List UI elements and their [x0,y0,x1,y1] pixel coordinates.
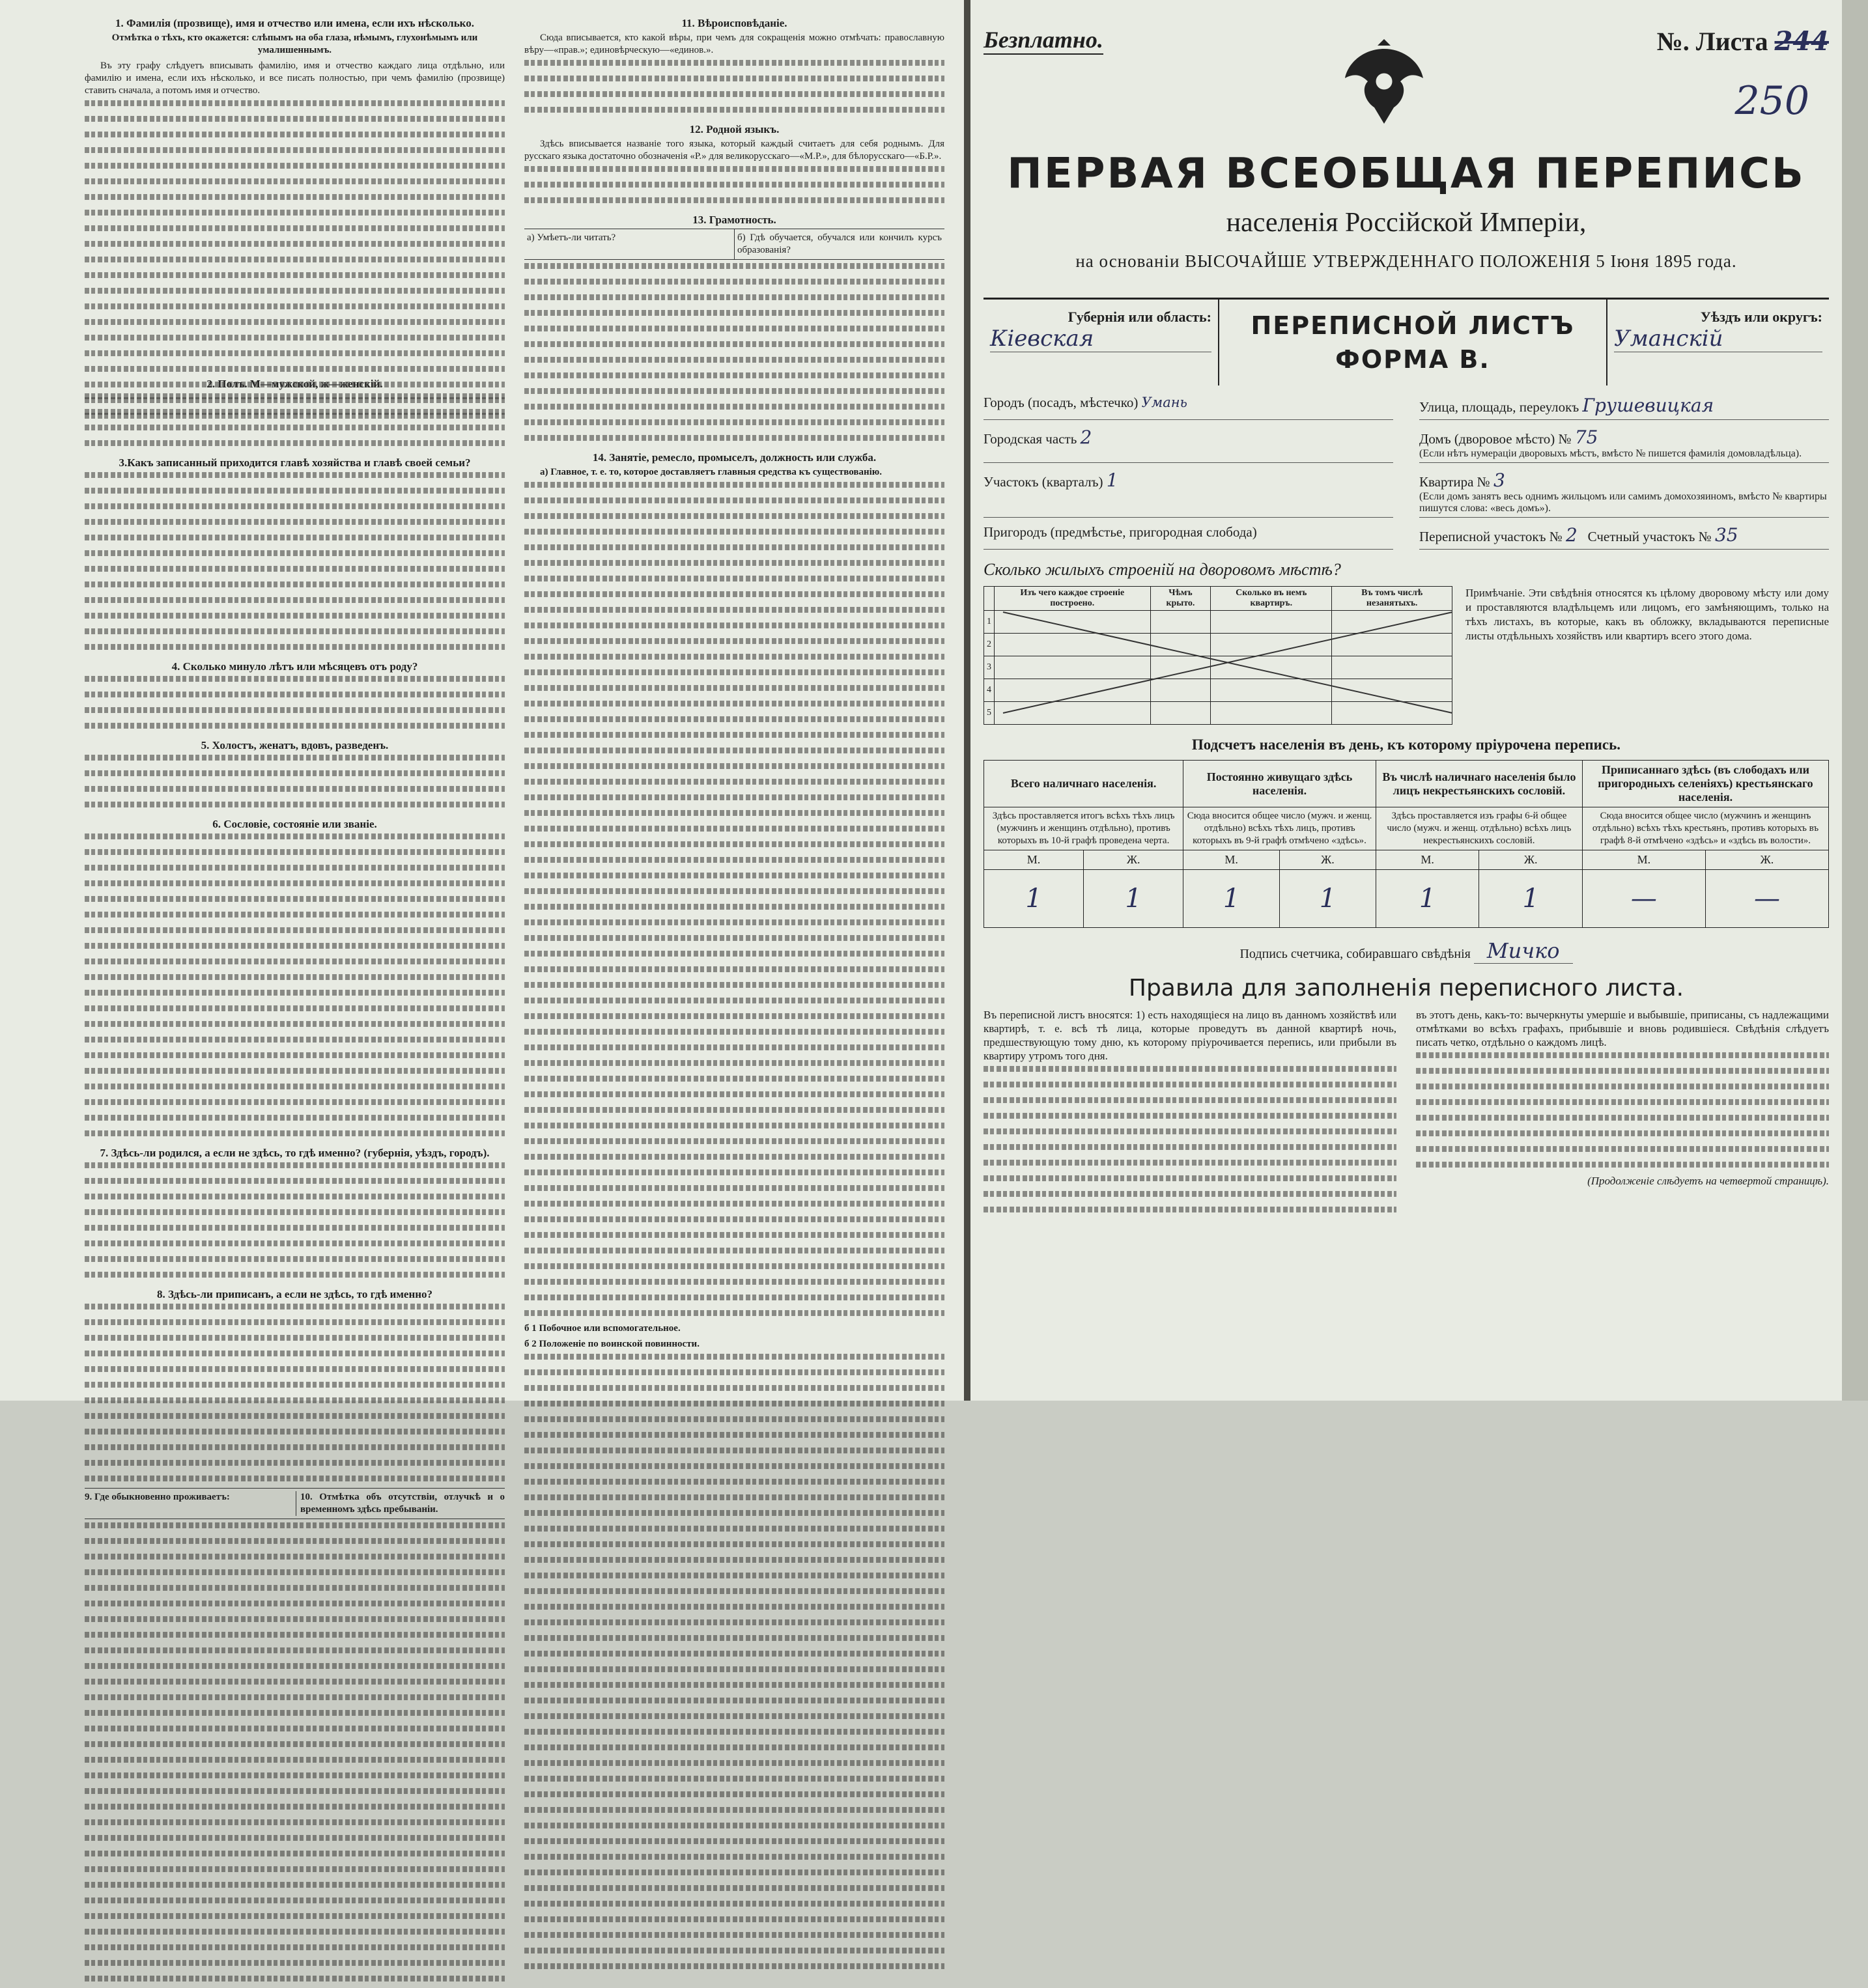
city-label: Городъ (посадъ, мѣстечко) [984,395,1139,410]
flat-value: 3 [1493,469,1505,491]
form-letter: ФОРМА В. [1335,345,1490,374]
sec14-b1: б 1 Побочное или вспомогательное. [524,1323,681,1334]
body-text-block [1416,1052,1829,1174]
body-text-block [85,833,505,1143]
imperial-eagle-icon [1335,26,1433,130]
sec2-title: 2. Полъ. М—мужской, ж—женскій. [206,378,383,390]
body-text-block [85,1162,505,1284]
pop-col3: Въ числѣ наличнаго населенія было лицъ некрестьянскихъ сословій. [1376,761,1582,807]
table-row: 5 [984,702,1452,725]
bld-col1: Изъ чего каждое строеніе построено. [995,587,1151,611]
district-label: Участокъ (кварталъ) [984,474,1103,490]
count-label: Счетный участокъ № [1587,529,1712,544]
legal-basis: на основаніи ВЫСОЧАЙШЕ УТВЕРЖДЕННАГО ПОЛОЖЕНІЯ 5 Іюня 1895 года. [1075,251,1737,271]
zh-header: Ж. [1479,850,1583,870]
city-value: Умань [1141,395,1187,410]
table-row: 4 [984,679,1452,702]
zh-header: Ж. [1084,850,1183,870]
sheet-number [1657,26,1829,57]
sec1-title: 1. Фамилія (прозвище), имя и отчество или имена, если ихъ нѣсколько. [115,17,475,29]
table-row: 1 [984,611,1452,634]
district-field [984,467,1393,518]
handwritten-number: 250 [1734,78,1809,124]
sec14-b2: б 2 Положеніе по воинской повинности. [524,1339,700,1349]
house-label: Домъ (дворовое мѣсто) № [1419,431,1572,447]
left-column-2 [524,13,944,1401]
flat-label: Квартира № [1419,474,1490,490]
pop-desc4: Сюда вносится общее число (мужчинъ и женщинъ отдѣльно) всѣхъ тѣхъ крестьянъ, противъ которыхъ въ графѣ 8-й отмѣчено «здѣсь» и «здѣсь въ волости». [1582,807,1828,850]
street-label: Улица, площадь, переулокъ [1419,399,1579,415]
population-table [984,760,1829,928]
page-edge [1842,0,1868,1401]
buildings-note: Примѣчаніе. Эти свѣдѣнія относятся къ цѣлому дворовому мѣсту или дому и проставляются владѣльцемъ или лицомъ, его замѣняющимъ, только на тѣхъ листахъ, въ которые, какъ въ обложку, вкладываются переписные листы отдѣльныхъ хозяйствъ или квартиръ всего этого дома. [1465,587,1829,642]
street-value: Грушевицкая [1582,395,1714,416]
sec3-title: 3.Какъ записанный приходится главѣ хозяйства и главѣ своей семьи? [119,456,471,469]
body-text-block [85,755,505,814]
m-header: М. [1183,850,1280,870]
sec1-text: Въ эту графу слѣдуетъ вписывать фамилію, имя и отчество каждаго лица отдѣльно, или фамилію и имена, если ихъ нѣсколько, и все писать полностью, при чемъ фамилію (прозвище) ставить сначала, а потомъ имя и отчество. [85,61,505,96]
sec7-title: 7. Здѣсь-ли родился, а если не здѣсь, то гдѣ именно? (губернія, уѣздъ, городъ). [100,1147,490,1159]
bld-col3: Сколько въ немъ квартиръ. [1211,587,1332,611]
sec13-header [524,229,944,260]
table-row: 3 [984,656,1452,679]
continued-note: (Продолженіе слѣдуетъ на четвертой страницѣ). [1587,1175,1829,1187]
body-text-block [85,1522,505,1988]
m-header: М. [1582,850,1705,870]
form-header [984,298,1829,385]
pop-col2: Постоянно живущаго здѣсь населенія. [1183,761,1376,807]
buildings-table-wrap [984,586,1452,725]
free-label: Безплатно. [984,26,1103,55]
sec13-b: б) Гдѣ обучается, обучался или кончилъ курсъ образованія? [734,229,944,259]
address-fields [984,392,1829,550]
sec1-sub: Отмѣтка о тѣхъ, кто окажется: слѣпымъ на оба глаза, нѣмымъ, глухонѣмымъ или умалишеннымъ. [111,33,478,55]
sec11-title: 11. Вѣроисповѣданіе. [681,17,787,29]
body-text-block [524,482,944,1323]
street-field [1419,392,1829,420]
body-text-block [524,60,944,119]
pop-col4: Приписаннаго здѣсь (въ слободахъ или пригородныхъ селеніяхъ) крестьянскаго населенія. [1582,761,1828,807]
page-subtitle: населенія Россійской Имперіи, [1226,208,1587,238]
count-value: 35 [1714,524,1738,546]
buildings-section [984,586,1829,725]
left-column-1 [85,13,505,1515]
buildings-question: Сколько жилыхъ строеній на дворовомъ мѣстѣ? [984,560,1341,579]
rules-col2 [1416,1008,1829,1219]
sec14-a: а) Главное, т. е. то, которое доставляетъ главныя средства къ существованію. [540,467,882,477]
body-text-block [85,472,505,656]
pop-value: 1 [1376,870,1479,928]
sec13-title: 13. Грамотность. [692,214,776,226]
sec12-text: Здѣсь вписывается названіе того языка, который каждый считаетъ для себя роднымъ. Для русскаго языка достаточно обозначенія «Р.» для великорусскаго—«М.Р.», для бѣлорусскаго—«Б.Р.». [524,139,944,161]
body-text-block [524,166,944,210]
bld-col4: Въ томъ числѣ незанятыхъ. [1332,587,1452,611]
district-value: 1 [1106,469,1118,491]
m-header: М. [1376,850,1479,870]
part-field [984,424,1393,463]
right-page [970,0,1868,1401]
bld-num-header [984,587,995,611]
pop-value: — [1582,870,1705,928]
body-text-block [85,1304,505,1488]
suburb-label: Пригородъ (предмѣстье, пригородная слобода) [984,524,1257,540]
pop-value: 1 [984,870,1084,928]
rules-title: Правила для заполненія переписного листа. [1128,975,1684,1001]
body-text-block [524,1354,944,1976]
pop-desc1: Здѣсь проставляется итогъ всѣхъ тѣхъ лицъ (мужчинъ и женщинъ отдѣльно), противъ которыхъ въ 10-й графѣ проведена черта. [984,807,1183,850]
pop-desc2: Сюда вносится общее число (мужч. и женщ. отдѣльно) всѣхъ тѣхъ лицъ, противъ которыхъ въ 9-й графѣ отмѣчено «здѣсь». [1183,807,1376,850]
signature-value: Мичко [1474,938,1573,964]
sec10-title: 10. Отмѣтка объ отсутствіи, отлучкѣ и о временномъ здѣсь пребываніи. [296,1491,505,1516]
rules-columns [984,1008,1829,1219]
page-title: ПЕРВАЯ ВСЕОБЩАЯ ПЕРЕПИСЬ [1007,150,1805,198]
rules-col1 [984,1008,1396,1219]
flat-note: (Если домъ занятъ весь однимъ жильцомъ или самимъ домохозяиномъ, вмѣсто № квартиры пишутся слова: «весь домъ»). [1419,491,1827,514]
sec8-title: 8. Здѣсь-ли приписанъ, а если не здѣсь, то гдѣ именно? [156,1288,433,1300]
pop-value: 1 [1280,870,1376,928]
census-value: 2 [1566,524,1578,546]
rules-text-2: въ этотъ день, какъ-то: вычеркнуты умершіе и выбывшіе, приписаны, съ надлежащими отмѣтками во всѣхъ графахъ, прибывшіе и вновь родившіеся. Свѣдѣнія слѣдуетъ писать четко, отдѣльно о каждомъ лицѣ. [1416,1009,1829,1048]
suburb-field [984,522,1393,550]
part-label: Городская часть [984,431,1077,447]
sec11-text: Сюда вписывается, кто какой вѣры, при чемъ для сокращенія можно отмѣчать: православную вѣру—«прав.»; единовѣрческую—«единов.». [524,33,944,55]
gubernia-value: Кіевская [990,326,1211,352]
census-field [1419,522,1829,550]
house-field [1419,424,1829,463]
cross-out-mark [1003,612,1452,713]
zh-header: Ж. [1280,850,1376,870]
m-header: М. [984,850,1084,870]
sheet-number-value: 244 [1774,26,1829,57]
population-heading: Подсчетъ населенія въ день, къ которому пріурочена перепись. [1191,736,1621,753]
sec4-title: 4. Сколько минуло лѣтъ или мѣсяцевъ отъ роду? [171,660,418,673]
sec13-a: а) Умѣетъ-ли читать? [527,232,616,243]
census-label: Переписной участокъ № [1419,529,1563,544]
body-text-block [85,676,505,735]
form-title: ПЕРЕПИСНОЙ ЛИСТЪ [1251,311,1575,340]
sec14-title: 14. Занятіе, ремесло, промыселъ, должность или служба. [592,451,877,464]
sec9-title: 9. Где обыкновенно проживаетъ: [85,1492,230,1502]
sec9-10-header [85,1488,505,1519]
left-page [0,0,964,1515]
form-title-box [1218,300,1607,385]
sheet-number-label: №. Листа [1656,27,1768,56]
book-spine [964,0,970,1401]
rules-text-1: Въ переписной листъ вносятся: 1) есть находящіеся на лицо въ данномъ хозяйствѣ или квартирѣ, т. е. всѣ тѣ лица, которые проведутъ въ данной квартирѣ ночь, предшествующую тому дню, къ которому пріурочивается перепись, или прибыли въ квартиру утромъ того дня. [984,1009,1396,1062]
pop-value: 1 [1183,870,1280,928]
sec6-title: 6. Сословіе, состояніе или званіе. [212,818,377,830]
uezd-field [1607,300,1829,385]
gubernia-label: Губернія или область: [1068,309,1211,325]
signature-label: Подпись счетчика, собиравшаго свѣдѣнія [1239,947,1471,961]
pop-col1: Всего наличнаго населенія. [984,761,1183,807]
uezd-value: Уманскій [1614,326,1822,352]
pop-desc3: Здѣсь проставляется изъ графы 6-й общее число (мужч. и женщ. отдѣльно) всѣхъ лицъ некрестьянскихъ сословій. [1376,807,1582,850]
pop-value: 1 [1479,870,1583,928]
signature-line [984,938,1829,963]
sec5-title: 5. Холостъ, женатъ, вдовъ, разведенъ. [201,739,389,751]
table-row: 2 [984,634,1452,656]
flat-field [1419,467,1829,518]
pop-value: — [1705,870,1828,928]
gubernia-field [984,300,1218,385]
body-text-block [524,263,944,447]
bld-col2: Чѣмъ крыто. [1150,587,1211,611]
sec12-title: 12. Родной языкъ. [689,123,780,135]
part-value: 2 [1080,427,1092,448]
uezd-label: Уѣздъ или округъ: [1700,309,1822,325]
body-text-block [984,1066,1396,1219]
house-value: 75 [1574,427,1598,448]
city-field [984,392,1393,420]
house-note: (Если нѣтъ нумераціи дворовыхъ мѣстъ, вмѣсто № пишется фамилія домовладѣльца). [1419,448,1802,459]
pop-value: 1 [1084,870,1183,928]
zh-header: Ж. [1705,850,1828,870]
body-text-block [85,100,505,374]
